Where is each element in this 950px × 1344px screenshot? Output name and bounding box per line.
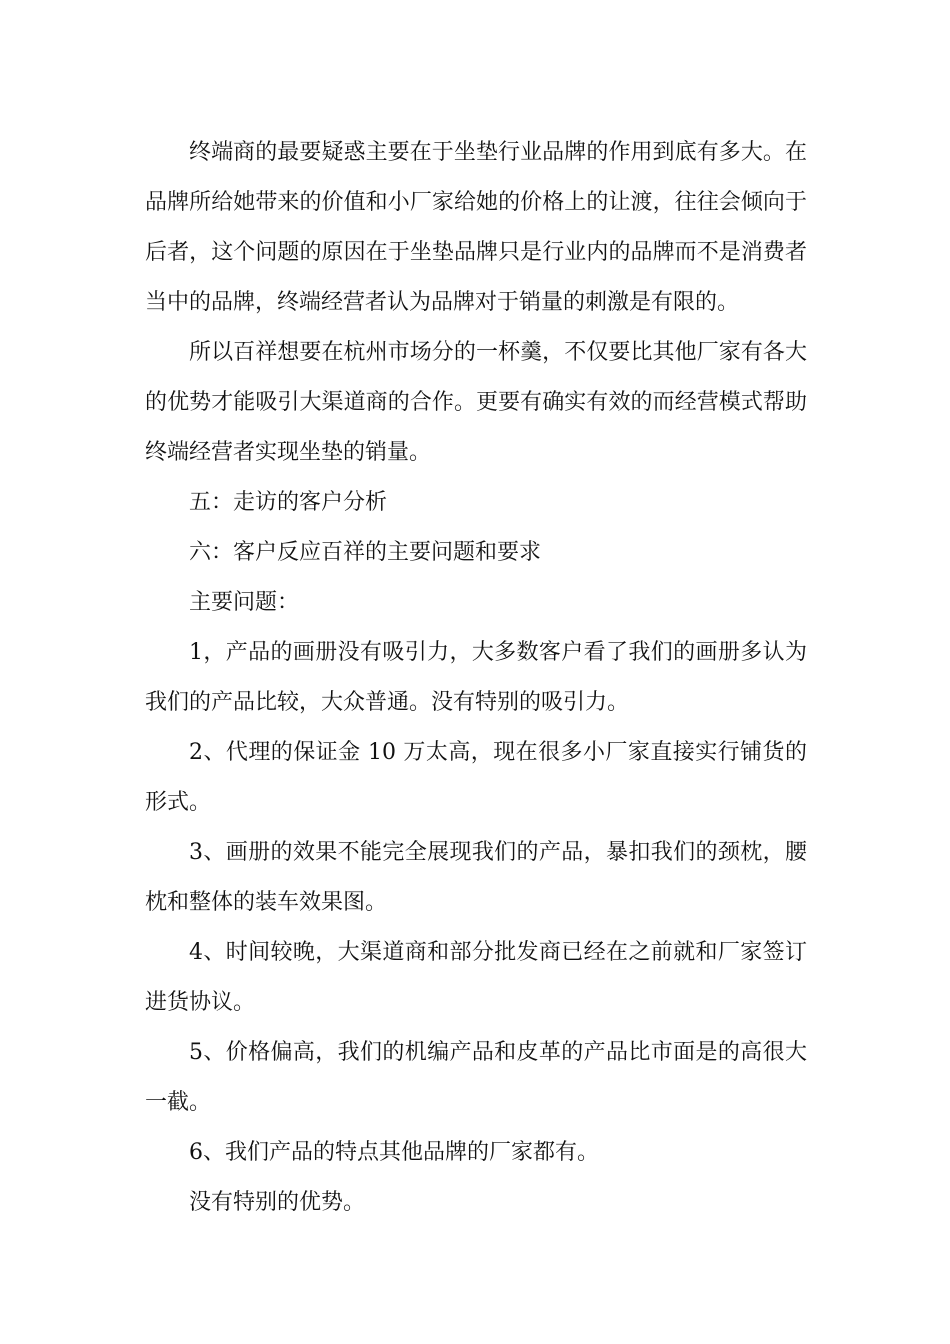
heading-customer-feedback: 六：客户反应百祥的主要问题和要求 xyxy=(189,540,542,565)
paragraph-hangzhou-market: 所以百祥想要在杭州市场分的一杯羹，不仅要比其他厂家有各大的优势才能吸引大渠道商的合作。更要有确实有效的而经营模式帮助终端经营者实现坐垫的销量。 xyxy=(145,340,807,465)
list-item-problem-1: 1，产品的画册没有吸引力，大多数客户看了我们的画册多认为我们的产品比较，大众普通。没有特别的吸引力。 xyxy=(145,640,807,715)
heading-customer-analysis: 五：走访的客户分析 xyxy=(189,490,388,515)
list-item-problem-2: 2、代理的保证金 10 万太高，现在很多小厂家直接实行铺货的形式。 xyxy=(145,740,807,815)
list-item-problem-6: 6、我们产品的特点其他品牌的厂家都有。 xyxy=(189,1140,599,1165)
list-item-problem-4: 4、时间较晚，大渠道商和部分批发商已经在之前就和厂家签订进货协议。 xyxy=(145,940,807,1015)
document-body xyxy=(145,128,807,1228)
list-item-problem-3: 3、画册的效果不能完全展现我们的产品，暴扣我们的颈枕，腰枕和整体的装车效果图。 xyxy=(145,840,807,915)
list-item-problem-5: 5、价格偏高，我们的机编产品和皮革的产品比市面是的高很大一截。 xyxy=(145,1040,807,1115)
paragraph-terminal-doubt: 终端商的最要疑惑主要在于坐垫行业品牌的作用到底有多大。在品牌所给她带来的价值和小厂家给她的价格上的让渡，往往会倾向于后者，这个问题的原因在于坐垫品牌只是行业内的品牌而不是消费者当中的品牌，终端经营者认为品牌对于销量的刺激是有限的。 xyxy=(145,140,807,315)
heading-main-problems: 主要问题： xyxy=(189,590,300,615)
paragraph-no-advantage: 没有特别的优势。 xyxy=(189,1190,366,1215)
